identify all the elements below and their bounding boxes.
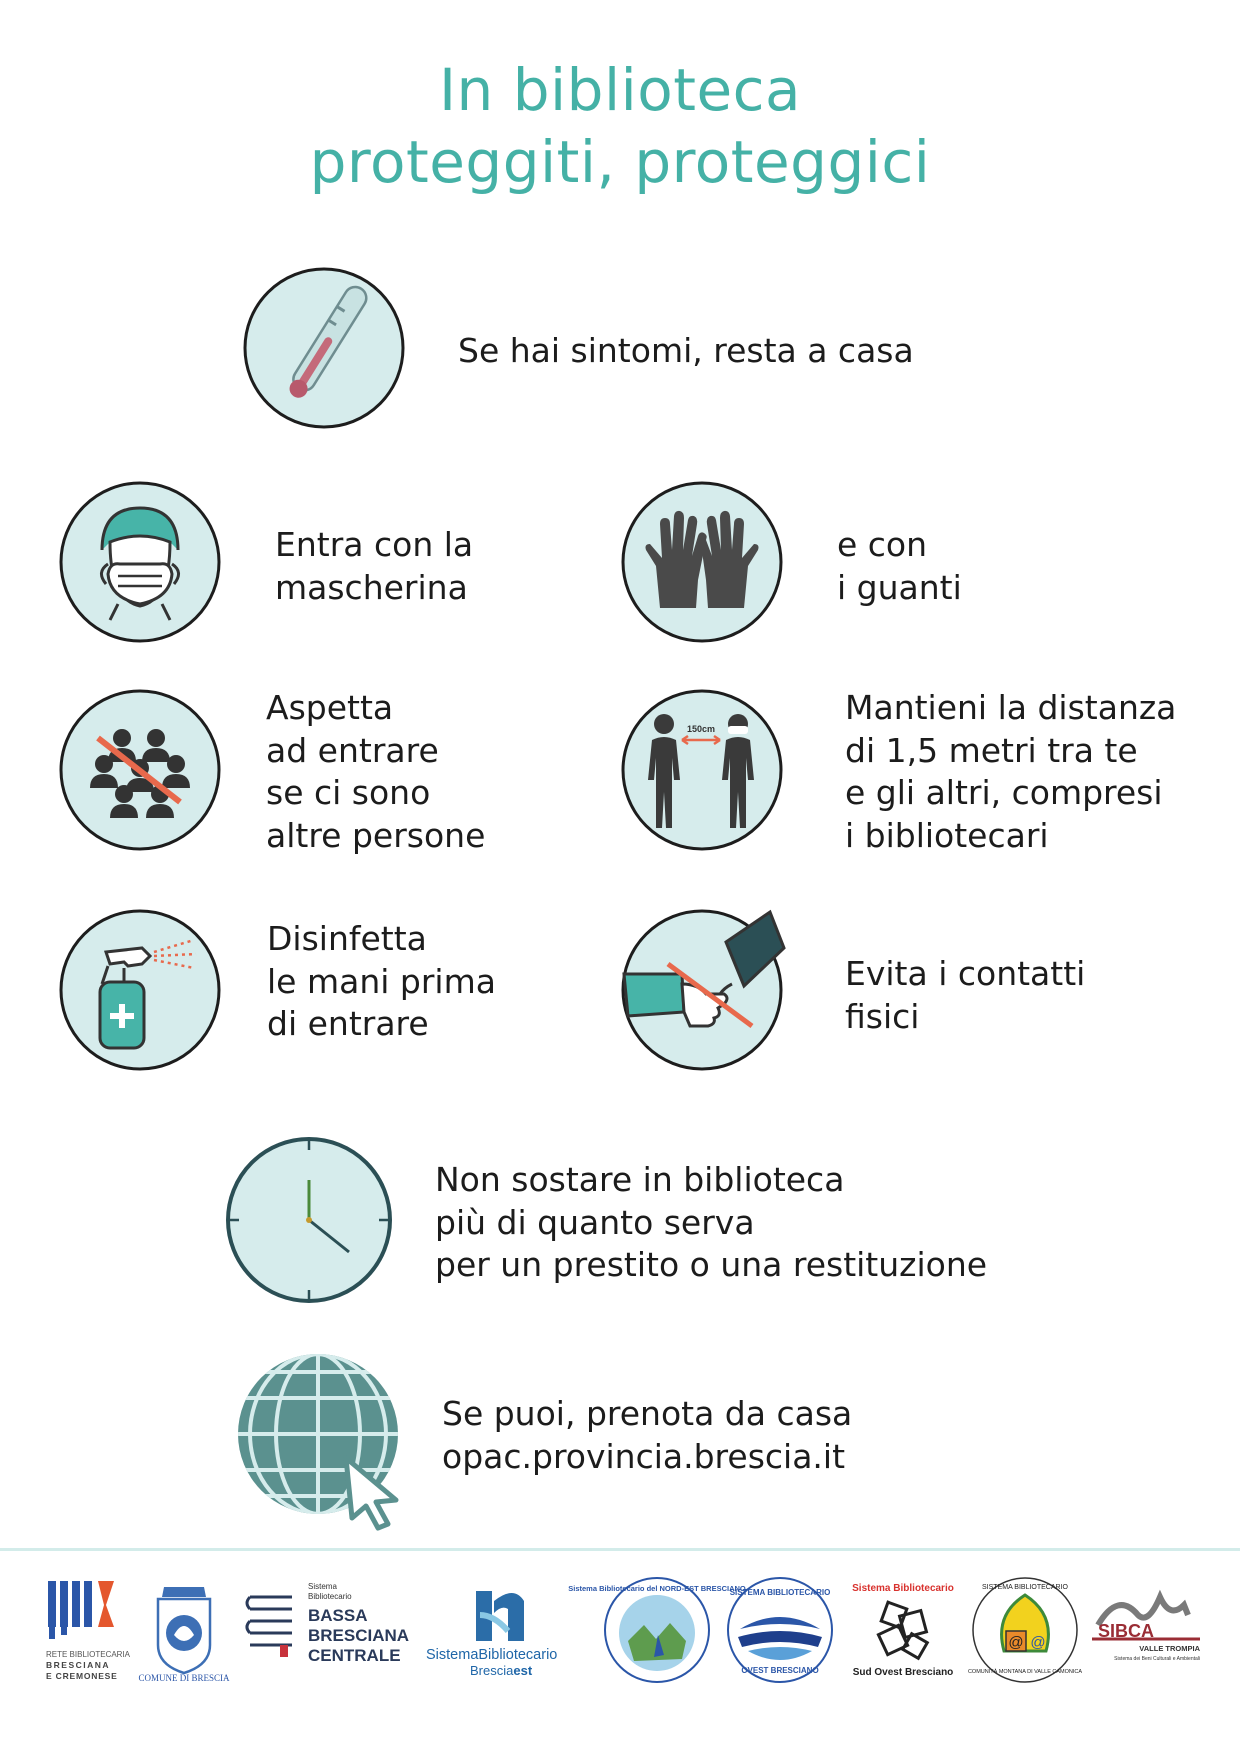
mask-icon xyxy=(58,480,222,644)
svg-text:BRESCIANA: BRESCIANA xyxy=(46,1660,111,1670)
rule-text-symptoms: Se hai sintomi, resta a casa xyxy=(458,331,914,370)
svg-text:OVEST BRESCIANO: OVEST BRESCIANO xyxy=(741,1666,819,1675)
svg-text:COMUNE DI BRESCIA: COMUNE DI BRESCIA xyxy=(138,1673,230,1683)
svg-text:@: @ xyxy=(1030,1634,1046,1651)
rule-text-reserve: Se puoi, prenota da casa opac.provincia.brescia.it xyxy=(442,1394,853,1476)
distance-icon xyxy=(620,688,784,852)
svg-text:Bibliotecario: Bibliotecario xyxy=(308,1592,352,1601)
svg-text:@: @ xyxy=(1008,1634,1024,1651)
rule-text-stay: Non sostare in biblioteca più di quanto serva per un prestito o una restituzione xyxy=(435,1160,988,1284)
gloves-icon xyxy=(620,480,784,644)
svg-text:Sud Ovest Bresciano: Sud Ovest Bresciano xyxy=(852,1667,954,1678)
thermometer-icon xyxy=(242,266,406,430)
sanitizer-spray-icon xyxy=(58,908,222,1072)
svg-text:Bresciaest: Bresciaest xyxy=(470,1663,533,1678)
svg-text:SISTEMA BIBLIOTECARIO: SISTEMA BIBLIOTECARIO xyxy=(729,1588,831,1597)
rule-text-gloves: e con i guanti xyxy=(837,525,962,607)
svg-text:Sistema Bibliotecario del NORD: Sistema Bibliotecario del NORD-EST BRESCIANO xyxy=(568,1584,746,1593)
rule-text-mask: Entra con la mascherina xyxy=(275,525,474,607)
globe-cursor-icon xyxy=(236,1348,408,1532)
svg-text:E CREMONESE: E CREMONESE xyxy=(46,1671,118,1681)
svg-text:Sistema dei Beni Culturali e A: Sistema dei Beni Culturali e Ambientali xyxy=(1114,1656,1200,1662)
logo-rete-bibliotecaria xyxy=(44,1575,131,1685)
svg-text:SISTEMA BIBLIOTECARIO: SISTEMA BIBLIOTECARIO xyxy=(982,1584,1068,1591)
svg-text:RETE BIBLIOTECARIA: RETE BIBLIOTECARIA xyxy=(46,1650,131,1659)
crowd-forbidden-icon xyxy=(58,688,222,852)
svg-text:Sistema Bibliotecario: Sistema Bibliotecario xyxy=(852,1583,954,1594)
svg-text:BRESCIANA: BRESCIANA xyxy=(308,1626,410,1645)
svg-text:COMUNITÀ MONTANA DI VALLE CAMO: COMUNITÀ MONTANA DI VALLE CAMONICA xyxy=(967,1669,1083,1675)
rule-text-disinfect: Disinfetta le mani prima di entrare xyxy=(267,919,496,1043)
no-handshake-icon xyxy=(620,908,784,1072)
rule-text-distance: Mantieni la distanza di 1,5 metri tra te e gli altri, compresi i bibliotecari xyxy=(845,688,1177,855)
page-title-line1: In biblioteca xyxy=(438,56,802,124)
page-title-line2: proteggiti, proteggici xyxy=(309,128,931,196)
logo-sud-ovest-bresciano xyxy=(844,1575,962,1685)
logo-bassa-bresciana-centrale xyxy=(244,1575,420,1685)
svg-text:BASSA: BASSA xyxy=(308,1606,368,1625)
logo-comune-brescia xyxy=(134,1575,234,1685)
logo-valle-camonica xyxy=(966,1575,1084,1685)
clock-icon xyxy=(225,1136,393,1304)
distance-icon-label: 150cm xyxy=(686,724,716,734)
footer-divider xyxy=(0,1548,1240,1551)
svg-text:VALLE TROMPIA: VALLE TROMPIA xyxy=(1139,1644,1200,1653)
svg-text:Sistema: Sistema xyxy=(308,1582,337,1591)
logo-ovest-bresciano xyxy=(720,1575,840,1685)
rule-text-contacts: Evita i contatti fisici xyxy=(845,954,1086,1036)
svg-text:SIBCA: SIBCA xyxy=(1098,1621,1155,1641)
svg-text:CENTRALE: CENTRALE xyxy=(308,1646,401,1665)
svg-text:SistemaBibliotecario: SistemaBibliotecario xyxy=(426,1647,558,1663)
logo-nord-est-bresciano xyxy=(568,1575,746,1685)
rule-text-wait: Aspetta ad entrare se ci sono altre persone xyxy=(266,688,486,855)
logo-sibca-valle-trompia xyxy=(1088,1575,1204,1685)
